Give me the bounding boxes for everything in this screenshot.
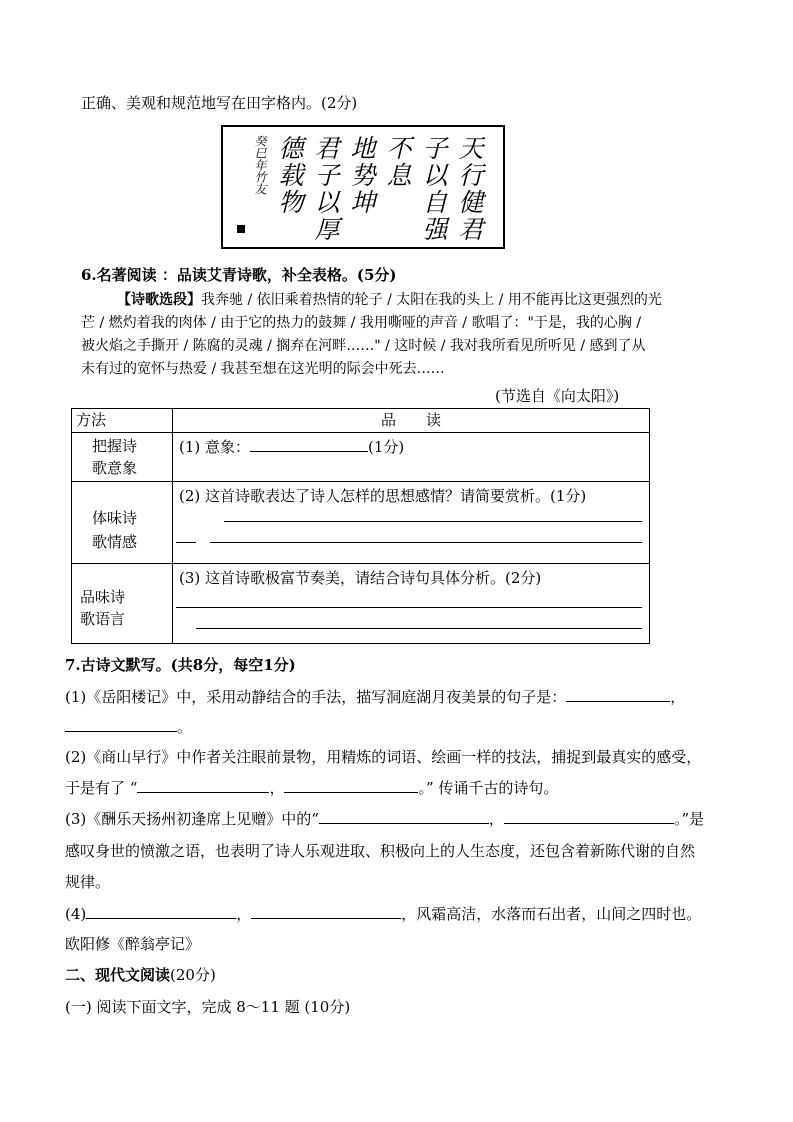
imagery-score: (1分)	[368, 438, 405, 456]
table-header-reading: 品 读	[173, 409, 650, 433]
language-answer-line-1[interactable]	[176, 607, 642, 608]
q7-blank-7[interactable]	[86, 904, 236, 919]
imagery-answer-blank[interactable]	[250, 437, 368, 452]
table-row-3-content	[173, 564, 650, 644]
q7-end: 。	[177, 718, 193, 736]
q7-blank-1[interactable]	[566, 687, 670, 702]
q7-item-4-post: ，风霜高洁，水落而石出者，山间之四时也。	[401, 905, 702, 923]
calligraphy-col-2: 子以自强	[419, 135, 448, 243]
poem-label: 【诗歌选段】	[117, 292, 201, 308]
section-2-score: (20分)	[170, 966, 216, 984]
q7-item-2: (2)《商山早行》中作者关注眼前景物，用精炼的词语、绘画一样的技法，捕捉到最真实的感受，	[65, 748, 702, 766]
poem-line-1	[117, 289, 662, 312]
poem-line-3: 被火焰之手撕开 / 陈腐的灵魂 / 搁弃在河畔……" / 这时候 / 我对我所看见所听见 / 感到了从	[81, 338, 646, 354]
poem-line-2: 芒 / 燃灼着我的肉体 / 由于它的热力的鼓舞 / 我用嘶哑的声音 / 歌唱了："于是，我的心胸 /	[81, 315, 642, 331]
q7-item-2-pre: 于是有了 “	[65, 779, 138, 797]
q5-tail-text: 正确、美观和规范地写在田字格内。(2分)	[81, 94, 358, 112]
method-line: 体味诗	[92, 509, 138, 527]
q7-sep: ，	[269, 779, 285, 797]
q7-item-3b: 感叹身世的愤激之语，也表明了诗人乐观进取、积极向上的人生态度，还包含着新陈代谢的自然	[65, 842, 696, 860]
method-line: 品味诗	[80, 588, 126, 606]
emotion-answer-line-2a[interactable]	[176, 542, 196, 543]
language-question: (3) 这首诗歌极富节奏美，请结合诗句具体分析。(2分)	[179, 569, 542, 587]
method-line: 歌语言	[80, 610, 126, 628]
table-row-2-content	[173, 482, 650, 564]
q6-title: 6.名著阅读 ：品读艾青诗歌，补全表格。(5分)	[81, 266, 397, 284]
q7-item-3	[65, 808, 704, 829]
q7-item-4-pre: (4)	[65, 905, 87, 923]
emotion-answer-line-2b[interactable]	[210, 542, 642, 543]
poem-line-4: 未有过的宽怀与热爱 / 我甚至想在这光明的际会中死去……	[81, 361, 445, 377]
reading-table	[71, 408, 650, 644]
q7-item-3-post: 。”是	[673, 810, 705, 828]
section-2-title	[65, 964, 216, 985]
q7-blank-8[interactable]	[251, 904, 401, 919]
q7-blank-4[interactable]	[284, 778, 418, 793]
q7-title-text: 7.古诗文默写。(共8分，每空1分)	[65, 656, 296, 674]
calligraphy-signature: 癸巳年竹友	[253, 135, 267, 195]
table-header-method: 方法	[72, 409, 173, 433]
emotion-answer-line-1[interactable]	[224, 521, 642, 522]
q7-item-2b	[65, 777, 558, 798]
method-line: 歌情感	[92, 533, 138, 551]
table-row-1-content	[173, 433, 650, 482]
q7-item-3c: 规律。	[65, 873, 111, 891]
section-2-sub: (一) 阅读下面文字，完成 8～11 题 (10分)	[65, 998, 351, 1016]
method-line: 歌意象	[92, 459, 138, 477]
q7-item-4b: 欧阳修《醉翁亭记》	[65, 935, 201, 953]
seal-stamp	[237, 225, 245, 233]
emotion-question: (2) 这首诗歌表达了诗人怎样的思想感情？请简要赏析。(1分)	[179, 487, 587, 505]
q7-sep: ，	[670, 688, 686, 706]
table-row-2-method	[72, 482, 173, 564]
poem-source: (节选自《向太阳》)	[495, 387, 620, 405]
q7-blank-6[interactable]	[504, 809, 674, 824]
calligraphy-col-1: 天行健君	[455, 135, 484, 243]
imagery-label: (1) 意象：	[179, 438, 251, 456]
table-row-1-method	[72, 433, 173, 482]
calligraphy-col-4: 地势坤	[347, 135, 376, 216]
calligraphy-col-6: 德载物	[275, 135, 304, 216]
q7-item-1b	[65, 716, 192, 737]
q7-sep: ，	[236, 905, 252, 923]
calligraphy-col-3: 不息	[383, 135, 412, 189]
q7-item-1-text: (1)《岳阳楼记》中，采用动静结合的手法，描写洞庭湖月夜美景的句子是：	[65, 688, 567, 706]
q7-title	[65, 654, 296, 675]
q7-blank-2[interactable]	[65, 717, 177, 732]
calligraphy-image	[221, 125, 505, 249]
calligraphy-col-5: 君子以厚	[311, 135, 340, 243]
q7-item-4	[65, 903, 701, 924]
q7-blank-5[interactable]	[319, 809, 489, 824]
method-line: 把握诗	[92, 437, 138, 455]
poem-line-1-text: 我奔驰 / 依旧乘着热情的轮子 / 太阳在我的头上 / 用不能再比这更强烈的光	[201, 292, 662, 308]
q7-item-2-post: 。” 传诵千古的诗句。	[418, 779, 559, 797]
q7-sep: ，	[488, 810, 504, 828]
q7-blank-3[interactable]	[137, 778, 269, 793]
q7-item-1	[65, 686, 685, 707]
q7-item-3-pre: (3)《酬乐天扬州初逢席上见赠》中的“	[65, 810, 319, 828]
section-2-title-text: 二、现代文阅读	[65, 966, 171, 984]
table-row-3-method	[72, 564, 173, 644]
language-answer-line-2[interactable]	[196, 628, 642, 629]
